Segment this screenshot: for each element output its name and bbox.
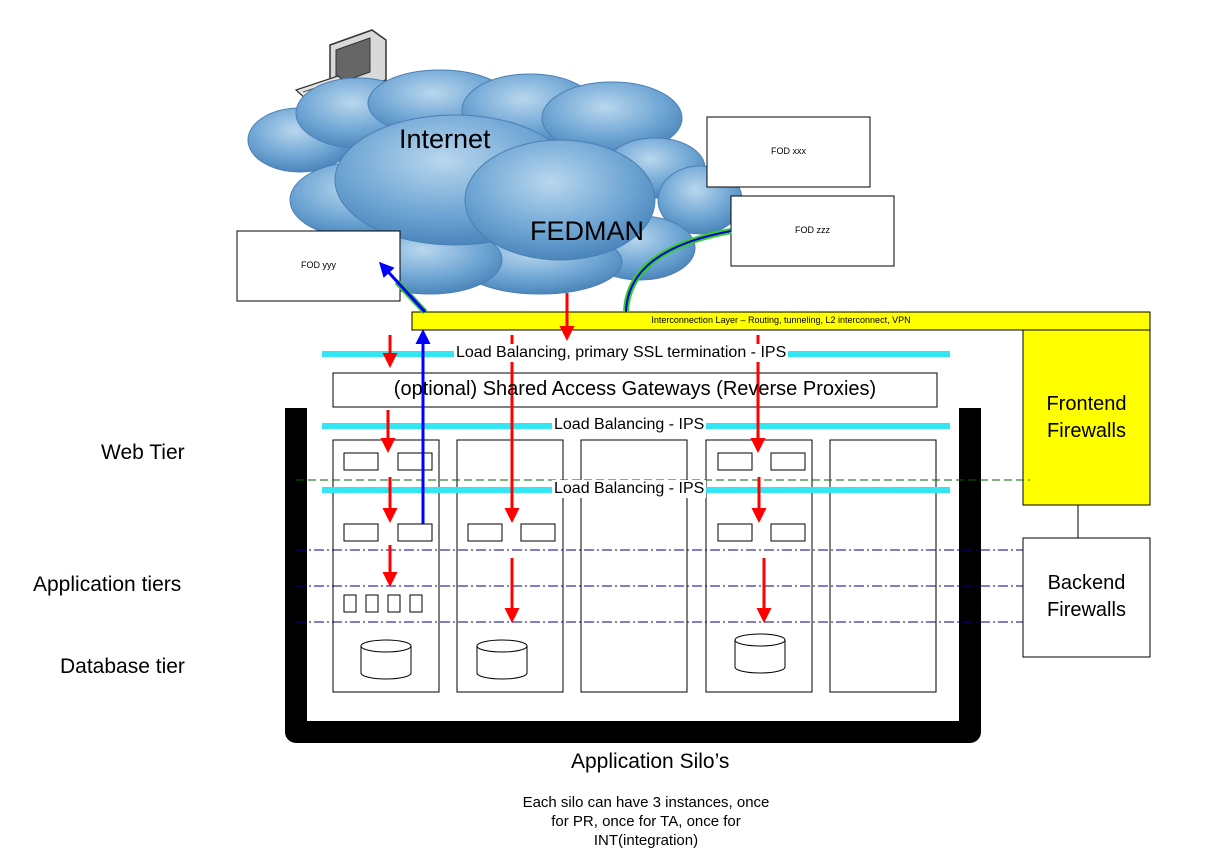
frontend-line-2: Firewalls xyxy=(1047,420,1126,442)
backend-firewalls-label xyxy=(1023,570,1150,624)
interconnection-layer-label: Interconnection Layer – Routing, tunneling, L2 interconnect, VPN xyxy=(651,315,911,325)
frontend-firewalls-label xyxy=(1023,391,1150,445)
backend-line-1: Backend xyxy=(1047,572,1126,594)
internet-label: Internet xyxy=(399,124,491,154)
frontend-line-1: Frontend xyxy=(1046,393,1127,415)
application-silos-label: Application Silo’s xyxy=(571,750,730,773)
app-tiers-label: Application tiers xyxy=(33,573,182,596)
backend-line-2: Firewalls xyxy=(1047,599,1126,621)
silo-note-line-1: Each silo can have 3 instances, once xyxy=(522,794,770,811)
db-tier-label: Database tier xyxy=(60,655,185,678)
silo-note xyxy=(470,793,822,850)
fod-zzz-label: FOD zzz xyxy=(795,225,830,235)
lb-ips-label: Load Balancing - IPS xyxy=(554,416,705,433)
silo-note-line-2: for PR, once for TA, once for xyxy=(551,813,741,830)
lb-ips-label-2: Load Balancing - IPS xyxy=(554,480,705,497)
silo-note-line-3: INT(integration) xyxy=(593,832,699,849)
fod-xxx-label: FOD xxx xyxy=(771,146,806,156)
lb-primary-label: Load Balancing, primary SSL termination - IPS xyxy=(456,344,787,361)
fod-yyy-label: FOD yyy xyxy=(301,260,336,270)
fedman-label: FEDMAN xyxy=(530,216,644,246)
web-tier-label: Web Tier xyxy=(101,441,185,464)
shared-gateways-label: (optional) Shared Access Gateways (Reverse Proxies) xyxy=(393,378,877,400)
